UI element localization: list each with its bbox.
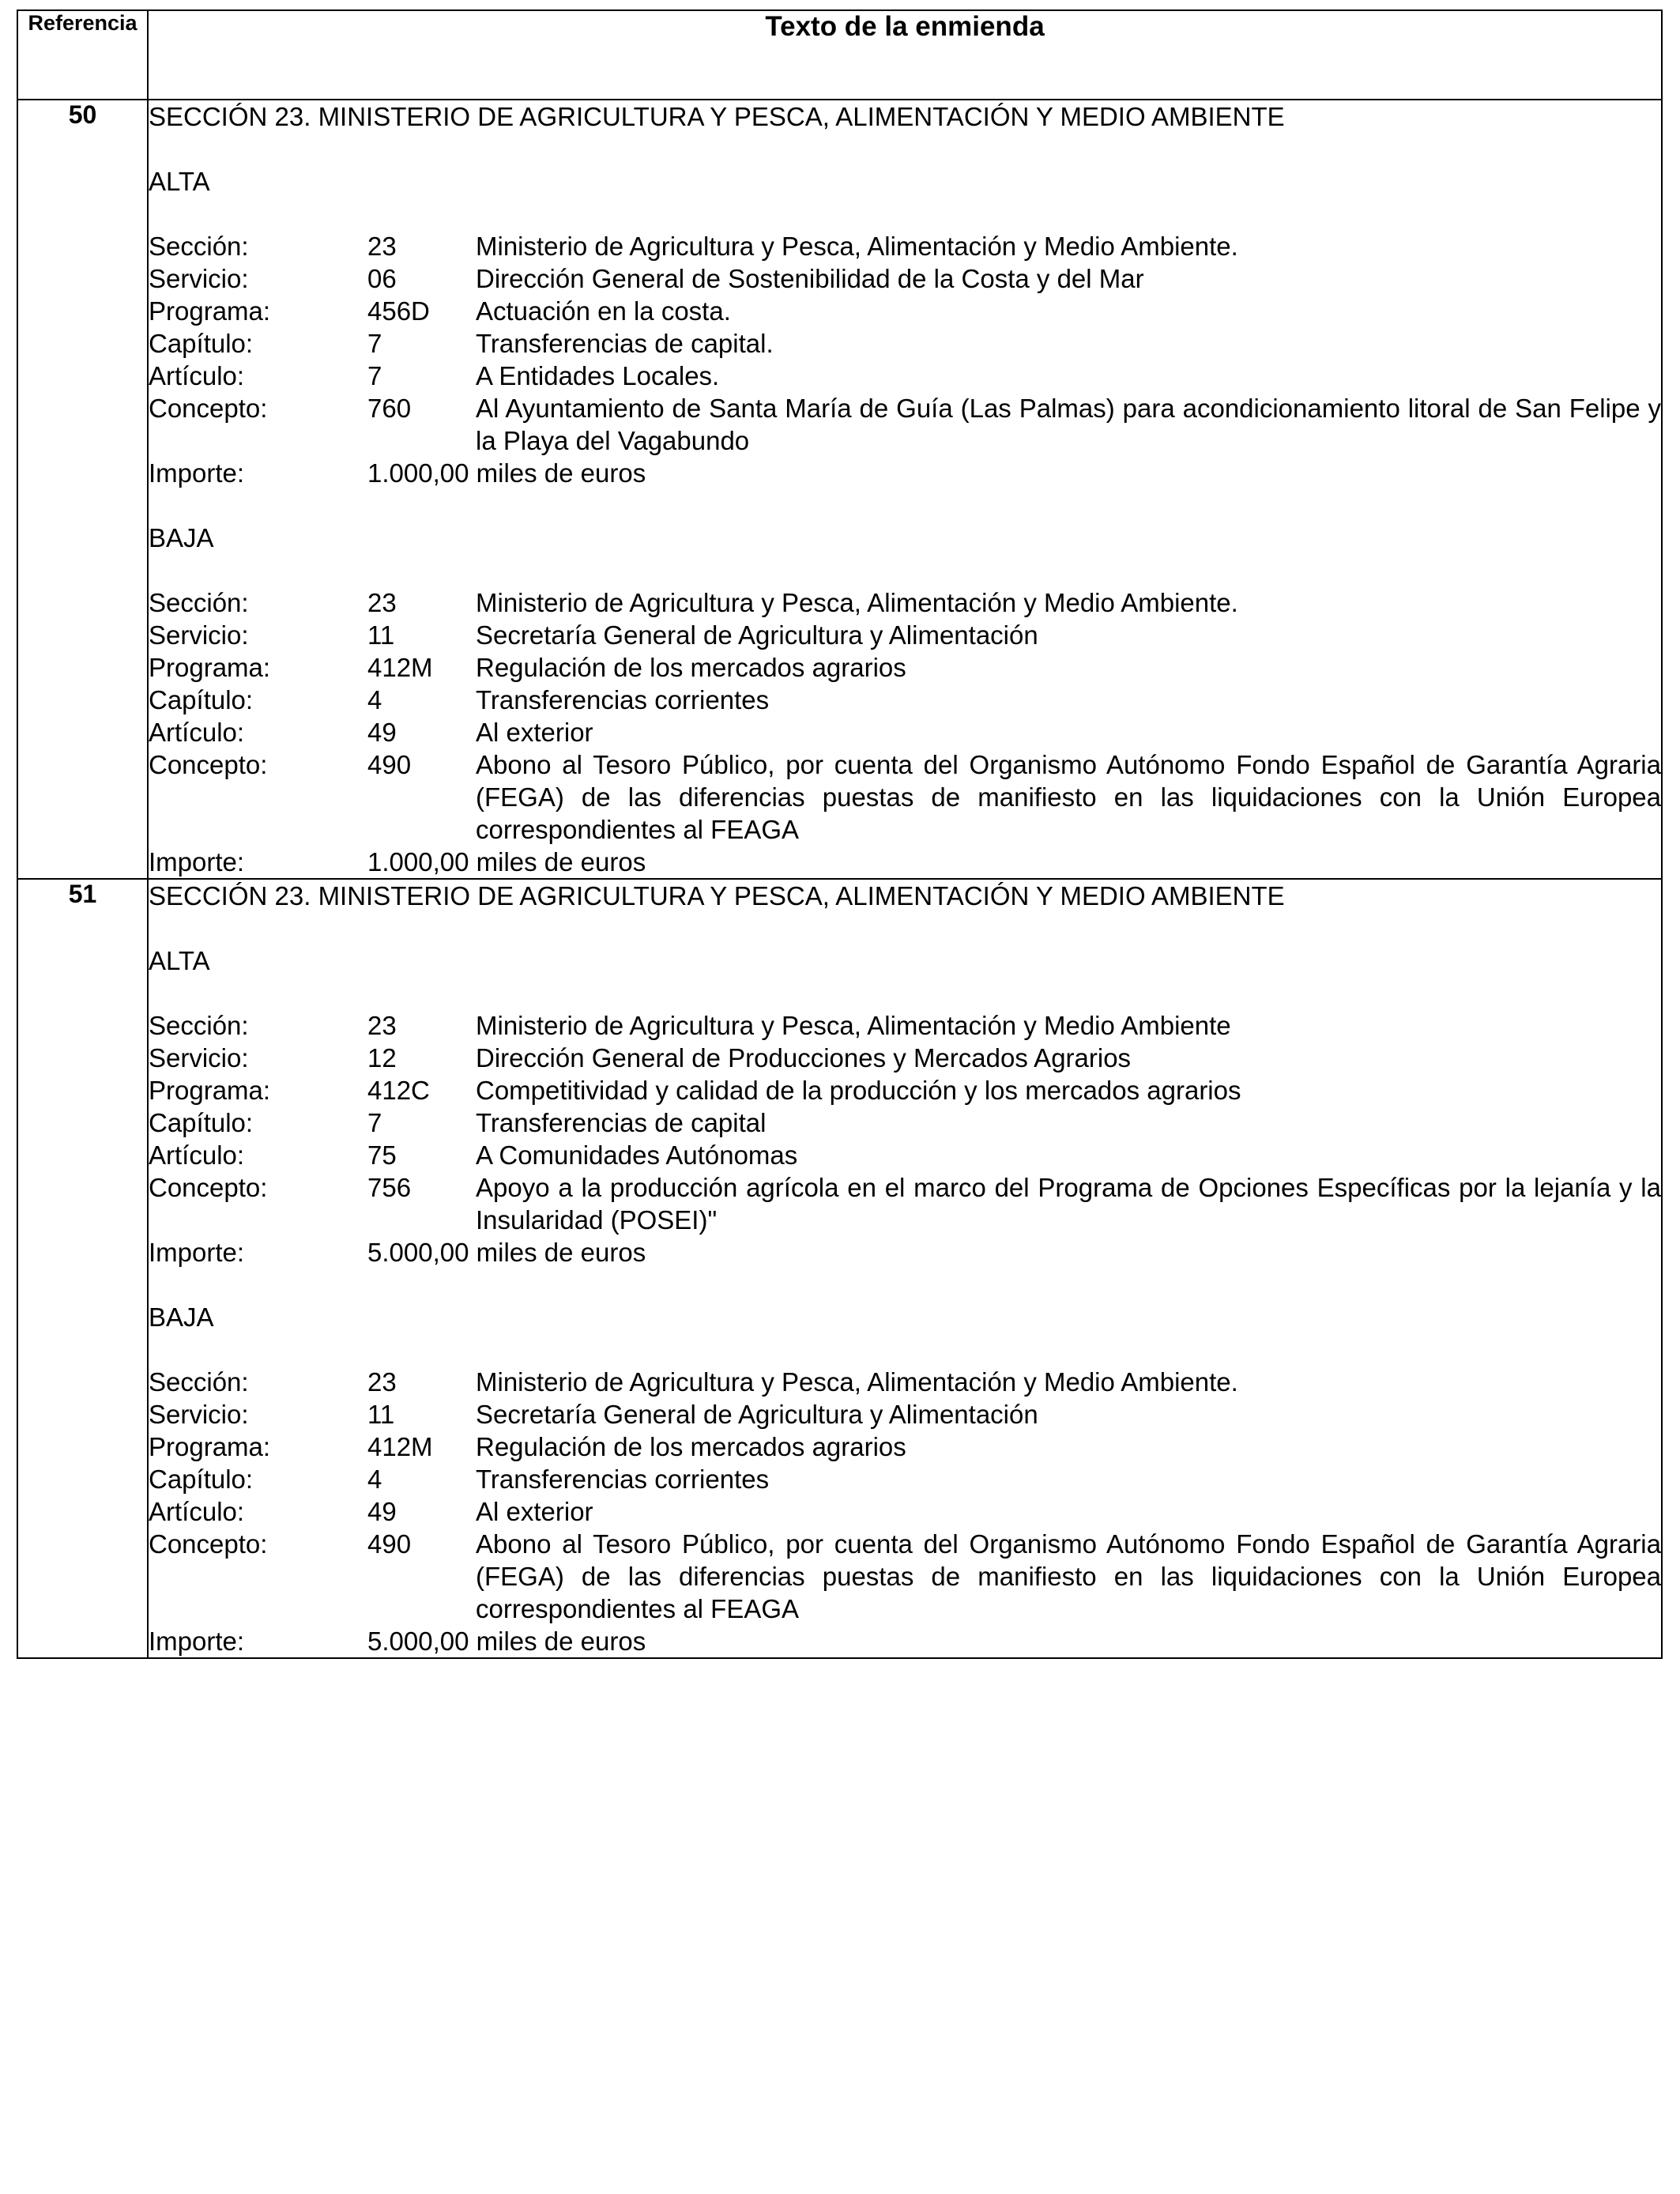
detail-key: Concepto: (149, 1173, 268, 1202)
detail-key: Artículo: (149, 718, 245, 747)
detail-row (149, 392, 1661, 457)
detail-key: Programa: (149, 653, 271, 682)
detail-key: Programa: (149, 1432, 271, 1461)
detail-row (149, 327, 1661, 360)
detail-description: Apoyo a la producción agrícola en el marco del Programa de Opciones Específicas por la lejanía y la Insularidad (POSEI)" (476, 1173, 1661, 1235)
detail-description: Ministerio de Agricultura y Pesca, Alimentación y Medio Ambiente. (476, 588, 1238, 617)
texto-enmienda-header: Texto de la enmienda (148, 10, 1662, 100)
detail-description: Al Ayuntamiento de Santa María de Guía (Las Palmas) para acondicionamiento litoral de San Felipe y la Playa del Vagabundo (476, 394, 1661, 455)
detail-key: Sección: (149, 588, 249, 617)
detail-description: A Comunidades Autónomas (476, 1140, 798, 1170)
detail-row (149, 619, 1661, 651)
detail-description: Transferencias de capital (476, 1108, 767, 1137)
detail-code: 23 (367, 1011, 397, 1040)
detail-code: 49 (367, 1497, 397, 1526)
detail-description: Abono al Tesoro Público, por cuenta del Organismo Autónomo Fondo Español de Garantía Agraria (FEGA) de las diferencias puestas de manifiesto en las liquidaciones con la Unión Europea correspondientes al FEAGA (476, 1529, 1661, 1623)
detail-row (149, 1431, 1661, 1463)
detail-key: Programa: (149, 1076, 271, 1105)
detail-row (149, 716, 1661, 748)
detail-row (149, 1074, 1661, 1106)
detail-row (149, 586, 1661, 619)
detail-key: Servicio: (149, 1043, 249, 1072)
detail-description: A Entidades Locales. (476, 361, 720, 390)
amendment-text (148, 100, 1662, 879)
detail-key: Servicio: (149, 264, 249, 293)
alta-details (149, 230, 1661, 489)
detail-code: 11 (367, 1400, 395, 1429)
detail-row (149, 684, 1661, 716)
detail-code: 49 (367, 718, 397, 747)
detail-key: Artículo: (149, 361, 245, 390)
detail-code: 75 (367, 1140, 397, 1170)
baja-label: BAJA (149, 1302, 214, 1332)
detail-description: Ministerio de Agricultura y Pesca, Alimentación y Medio Ambiente. (476, 1367, 1238, 1397)
detail-code: 7 (367, 1108, 382, 1137)
detail-code: 7 (367, 361, 382, 390)
detail-row (149, 1398, 1661, 1431)
detail-code: 11 (367, 620, 395, 650)
detail-description: Secretaría General de Agricultura y Alimentación (476, 620, 1038, 650)
detail-row (149, 230, 1661, 262)
importe-value: 5.000,00 miles de euros (367, 1627, 646, 1656)
detail-code: 23 (367, 232, 397, 261)
detail-description: Transferencias corrientes (476, 685, 770, 714)
importe-row (149, 846, 1661, 878)
detail-description: Abono al Tesoro Público, por cuenta del Organismo Autónomo Fondo Español de Garantía Agraria (FEGA) de las diferencias puestas de manifiesto en las liquidaciones con la Unión Europea correspondientes al FEAGA (476, 750, 1661, 844)
detail-code: 490 (367, 1529, 412, 1559)
detail-key: Concepto: (149, 750, 268, 779)
detail-key: Sección: (149, 232, 249, 261)
detail-description: Actuación en la costa. (476, 296, 731, 326)
importe-row (149, 457, 1661, 489)
detail-key: Servicio: (149, 1400, 249, 1429)
detail-key: Concepto: (149, 1529, 268, 1559)
detail-description: Transferencias de capital. (476, 329, 774, 358)
baja-label: BAJA (149, 523, 214, 552)
importe-row (149, 1625, 1661, 1657)
table-header-row (17, 10, 1662, 100)
importe-key: Importe: (149, 847, 245, 876)
detail-code: 06 (367, 264, 397, 293)
detail-description: Regulación de los mercados agrarios (476, 653, 906, 682)
detail-row (149, 1106, 1661, 1139)
referencia-header: Referencia (17, 10, 148, 100)
detail-row (149, 295, 1661, 327)
detail-code: 12 (367, 1043, 397, 1072)
detail-row (149, 1528, 1661, 1625)
detail-row (149, 1171, 1661, 1236)
detail-description: Ministerio de Agricultura y Pesca, Alimentación y Medio Ambiente (476, 1011, 1231, 1040)
alta-label: ALTA (149, 946, 210, 975)
detail-key: Capítulo: (149, 1108, 254, 1137)
detail-row (149, 1495, 1661, 1528)
detail-code: 4 (367, 685, 382, 714)
alta-label: ALTA (149, 167, 210, 196)
detail-row (149, 1042, 1661, 1074)
detail-row (149, 1009, 1661, 1042)
section-title: SECCIÓN 23. MINISTERIO DE AGRICULTURA Y PESCA, ALIMENTACIÓN Y MEDIO AMBIENTE (149, 881, 1285, 910)
detail-key: Capítulo: (149, 685, 254, 714)
importe-row (149, 1236, 1661, 1269)
detail-row (149, 1366, 1661, 1398)
detail-code: 4 (367, 1465, 382, 1494)
detail-code: 412M (367, 1432, 433, 1461)
importe-value: 5.000,00 miles de euros (367, 1238, 646, 1267)
baja-details (149, 1366, 1661, 1657)
detail-code: 490 (367, 750, 412, 779)
detail-description: Regulación de los mercados agrarios (476, 1432, 906, 1461)
detail-key: Concepto: (149, 394, 268, 423)
detail-description: Ministerio de Agricultura y Pesca, Alimentación y Medio Ambiente. (476, 232, 1238, 261)
detail-code: 456D (367, 296, 430, 326)
amendment-row (17, 879, 1662, 1658)
detail-code: 23 (367, 1367, 397, 1397)
detail-code: 412M (367, 653, 433, 682)
detail-key: Sección: (149, 1011, 249, 1040)
detail-code: 23 (367, 588, 397, 617)
reference-number: 50 (17, 100, 148, 879)
amendments-table (17, 9, 1663, 1659)
importe-key: Importe: (149, 1238, 245, 1267)
detail-code: 760 (367, 394, 412, 423)
importe-key: Importe: (149, 1627, 245, 1656)
detail-key: Sección: (149, 1367, 249, 1397)
baja-details (149, 586, 1661, 878)
detail-description: Transferencias corrientes (476, 1465, 770, 1494)
detail-row (149, 1139, 1661, 1171)
detail-row (149, 1463, 1661, 1495)
detail-key: Artículo: (149, 1140, 245, 1170)
importe-value: 1.000,00 miles de euros (367, 847, 646, 876)
detail-code: 412C (367, 1076, 430, 1105)
detail-row (149, 651, 1661, 684)
detail-key: Artículo: (149, 1497, 245, 1526)
detail-description: Al exterior (476, 718, 593, 747)
amendment-text (148, 879, 1662, 1658)
importe-key: Importe: (149, 458, 245, 488)
detail-description: Dirección General de Producciones y Mercados Agrarios (476, 1043, 1132, 1072)
detail-description: Al exterior (476, 1497, 593, 1526)
detail-row (149, 748, 1661, 846)
detail-code: 7 (367, 329, 382, 358)
detail-key: Programa: (149, 296, 271, 326)
detail-code: 756 (367, 1173, 412, 1202)
section-title: SECCIÓN 23. MINISTERIO DE AGRICULTURA Y PESCA, ALIMENTACIÓN Y MEDIO AMBIENTE (149, 102, 1285, 131)
detail-key: Capítulo: (149, 1465, 254, 1494)
detail-description: Competitividad y calidad de la producción y los mercados agrarios (476, 1076, 1241, 1105)
amendment-row (17, 100, 1662, 879)
detail-key: Servicio: (149, 620, 249, 650)
importe-value: 1.000,00 miles de euros (367, 458, 646, 488)
detail-row (149, 262, 1661, 295)
reference-number: 51 (17, 879, 148, 1658)
detail-key: Capítulo: (149, 329, 254, 358)
detail-description: Dirección General de Sostenibilidad de la Costa y del Mar (476, 264, 1144, 293)
detail-description: Secretaría General de Agricultura y Alimentación (476, 1400, 1038, 1429)
alta-details (149, 1009, 1661, 1269)
detail-row (149, 360, 1661, 392)
